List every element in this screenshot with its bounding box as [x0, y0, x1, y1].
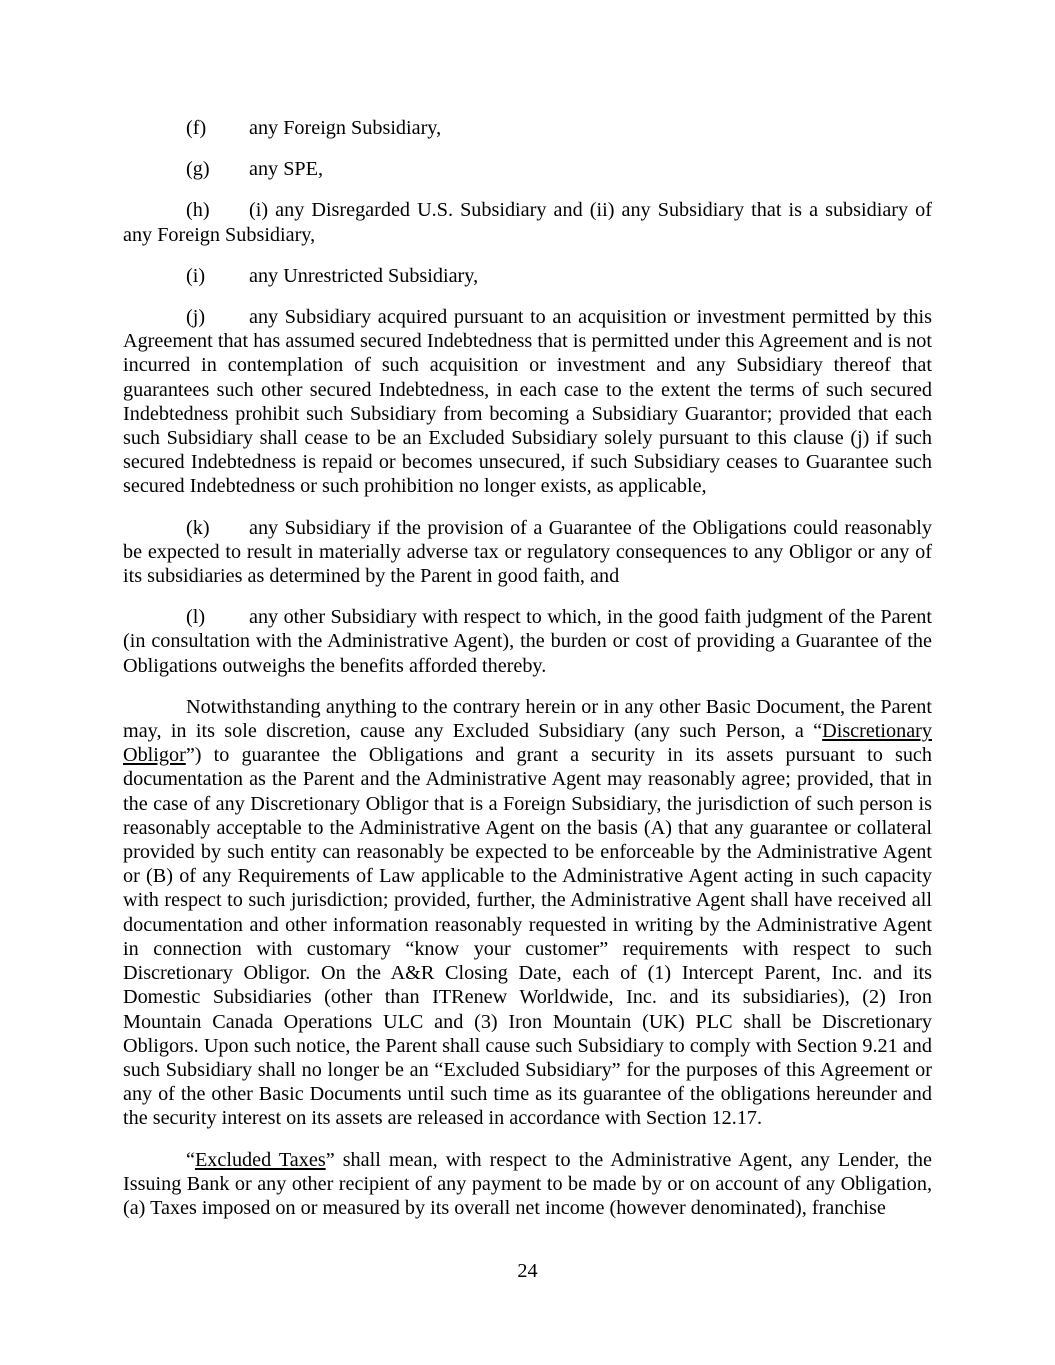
page-footer	[0, 1259, 1055, 1283]
paragraph	[123, 695, 932, 1131]
clause-label: (h)	[186, 199, 210, 222]
paragraph	[123, 1148, 932, 1221]
text-segment: “	[186, 1148, 195, 1171]
clause-label: (j)	[186, 306, 206, 329]
clause-paragraph	[123, 157, 932, 181]
text-segment: Notwithstanding anything to the contrary herein or in any other Basic Document, the Parent may, in its sole discretion, cause any Excluded Subsidiary (any such Person, a “	[123, 695, 932, 743]
text-segment: any Subsidiary if the provision of a Guarantee of the Obligations could reasonably be expected to result in materially adverse tax or regulatory consequences to any Obligor or any of its subsidiaries as determined by the Parent in good faith, and	[123, 516, 932, 588]
text-segment: any Subsidiary acquired pursuant to an acquisition or investment permitted by this Agreement that has assumed secured Indebtedness that is permitted under this Agreement and is not incurred in contemplation of such acquisition or investment and any Subsidiary thereof that guarantees such other secured Indebtedness, in each case to the extent the terms of such secured Indebtedness prohibit such Subsidiary from becoming a Subsidiary Guarantor; provided that each such Subsidiary shall cease to be an Excluded Subsidiary solely pursuant to this clause (j) if such secured Indebtedness is repaid or becomes unsecured, if such Subsidiary ceases to Guarantee such secured Indebtedness or such prohibition no longer exists, as applicable,	[123, 306, 932, 498]
document-body	[123, 116, 932, 1220]
clause-paragraph	[123, 516, 932, 589]
text-segment: any SPE,	[249, 158, 324, 181]
clause-paragraph	[123, 198, 932, 246]
clause-paragraph	[123, 605, 932, 678]
clause-paragraph	[123, 264, 932, 288]
clause-label: (g)	[186, 158, 210, 181]
text-segment: ”) to guarantee the Obligations and grant a security in its assets pursuant to such documentation as the Parent and the Administrative Agent may reasonably agree; provided, that in the case of any Discretionary Obligor that is a Foreign Subsidiary, the jurisdiction of such person is reasonably acceptable to the Administrative Agent on the basis (A) that any guarantee or collateral provided by such entity can reasonably be expected to be enforceable by the Administrative Agent or (B) of any Requirements of Law applicable to the Administrative Agent acting in such capacity with respect to such jurisdiction; provided, further, the Administrative Agent shall have received all documentation and other information reasonably requested in writing by the Administrative Agent in connection with customary “know your customer” requirements with respect to such Discretionary Obligor. On the A&R Closing Date, each of (1) Intercept Parent, Inc. and its Domestic Subsidiaries (other than ITRenew Worldwide, Inc. and its subsidiaries), (2) Iron Mountain Canada Operations ULC and (3) Iron Mountain (UK) PLC shall be Discretionary Obligors. Upon such notice, the Parent shall cause such Subsidiary to comply with Section 9.21 and such Subsidiary shall no longer be an “Excluded Subsidiary” for the purposes of this Agreement or any of the other Basic Documents until such time as its guarantee of the obligations hereunder and the security interest on its assets are released in accordance with Section 12.17.	[123, 744, 932, 1130]
page-number: 24	[517, 1259, 538, 1282]
text-segment: any Foreign Subsidiary,	[249, 117, 442, 139]
clause-label: (k)	[186, 516, 210, 539]
clause-label: (i)	[186, 264, 206, 287]
clause-label: (f)	[186, 117, 207, 139]
defined-term: Excluded Taxes	[194, 1148, 326, 1171]
clause-paragraph	[123, 305, 932, 499]
text-segment: (i) any Disregarded U.S. Subsidiary and (ii) any Subsidiary that is a subsidiary of any Foreign Subsidiary,	[123, 199, 932, 246]
text-segment: ” shall mean, with respect to the Administrative Agent, any Lender, the Issuing Bank or any other recipient of any payment to be made by or on account of any Obligation, (a) Taxes imposed on or measured by its overall net income (however denominated), franchise	[123, 1148, 932, 1219]
text-segment: any other Subsidiary with respect to which, in the good faith judgment of the Parent (in consultation with the Administrative Agent), the burden or cost of providing a Guarantee of the Obligations outweighs the benefits afforded thereby.	[123, 606, 932, 677]
clause-paragraph	[123, 116, 932, 140]
text-segment: any Unrestricted Subsidiary,	[249, 264, 479, 287]
clause-label: (l)	[186, 606, 206, 629]
defined-term: Discretionary Obligor	[123, 720, 932, 767]
